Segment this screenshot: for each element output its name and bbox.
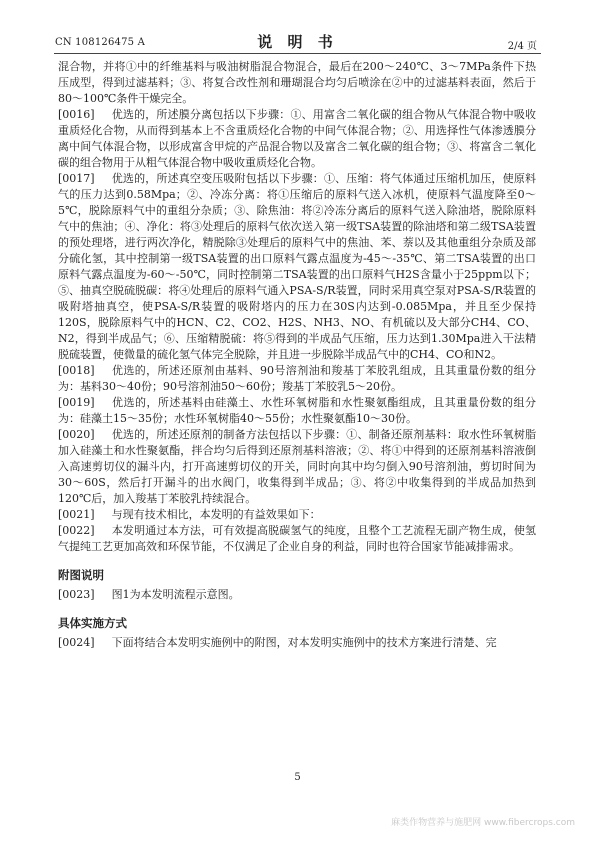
paragraph-tag: [0017] [58, 172, 95, 185]
paragraph-text: 下面将结合本发明实施例中的附图，对本发明实施例中的技术方案进行清楚、完 [111, 636, 497, 649]
paragraph-0018 [58, 363, 536, 395]
paragraph-0023 [58, 587, 536, 603]
paragraph-tag: [0022] [58, 524, 95, 537]
paragraph-text: 与现有技术相比，本发明的有益效果如下： [111, 508, 321, 521]
paragraph-0020 [58, 427, 536, 507]
watermark: 麻类作物营养与施肥网 www.fibercrops.com [391, 818, 575, 828]
paragraph-0017 [58, 171, 536, 363]
paragraph-tag: [0019] [58, 396, 95, 409]
paragraph-text: 图1为本发明流程示意图。 [111, 588, 240, 601]
paragraph-text: 优选的，所述基料由硅藻土、水性环氧树脂和水性聚氨酯组成，且其重量份数的组分为：硅藻土15～35份；水性环氧树脂40～55份；水性聚氨酯10～30份。 [58, 396, 536, 425]
paragraph-text: 优选的，所述还原剂的制备方法包括以下步骤：①、制备还原剂基料：取水性环氧树脂加入硅藻土和水性聚氨酯，拌合均匀后得到还原剂基料溶液；②、将①中得到的还原剂基料溶液倒入高速剪切仪的漏斗内，打开高速剪切仪的开关，同时向其中均匀倒入90号溶剂油，剪切时间为30～60S，然后打开漏斗的出水阀门，收集得到半成品；③、将②中收集得到的半成品加热到120℃后，加入羧基丁苯胶乳持续混合。 [58, 428, 536, 505]
paragraph-0024 [58, 635, 536, 651]
document-body [58, 59, 536, 651]
paragraph-text: 优选的，所述还原剂由基料、90号溶剂油和羧基丁苯胶乳组成，且其重量份数的组分为：基料30～40份；90号溶剂油50～60份；羧基丁苯胶乳5～20份。 [58, 364, 536, 393]
paragraph-tag: [0018] [58, 364, 95, 377]
page-number: 5 [294, 772, 301, 783]
paragraph-text: 本发明通过本方法，可有效提高脱碳氢气的纯度，且整个工艺流程无副产物生成，使氢气提纯工艺更加高效和环保节能，不仅满足了企业自身的利益，同时也符合国家节能减排需求。 [58, 524, 536, 553]
continuation-text: 混合物，并将①中的纤维基料与吸油树脂混合物混合，最后在200～240℃、3～7MPa条件下热压成型，得到过滤基料；③、将复合改性剂和珊瑚混合均匀后喷涂在②中的过滤基料表面，然后于80～100℃条件干燥完全。 [58, 60, 536, 105]
document-number: CN 108126475 A [55, 37, 146, 48]
paragraph-text: 优选的，所述膜分离包括以下步骤：①、用富含二氧化碳的组合物从气体混合物中吸收重质烃化合物，从而得到基本上不含重质烃化合物的中间气体混合物；②、用选择性气体渗透膜分离中间气体混合物，以形成富含甲烷的产品混合物以及富含二氧化碳的组合物；③、将富含二氧化碳的组合物用于从粗气体混合物中吸收重质烃化合物。 [58, 108, 536, 169]
paragraph-0021 [58, 507, 536, 523]
paragraph-tag: [0016] [58, 108, 95, 121]
paragraph-0016 [58, 107, 536, 171]
page-title: 说 明 书 [257, 33, 338, 51]
header-divider [54, 53, 541, 54]
paragraph-text: 优选的，所述真空变压吸附包括以下步骤：①、压缩：将气体通过压缩机加压，使原料气的压力达到0.58Mpa；②、冷冻分离：将①压缩后的原料气送入冰机，使原料气温度降至0～5℃，脱除原料气中的重组分杂质；③、除焦油：将②冷冻分离后的原料气送入除油塔，脱除原料气中的焦油；④、净化：将③处理后的原料气依次送入第一级TSA装置的除油塔和第二级TSA装置的预处理塔，进行两次净化，精脱除③处理后的原料气中的焦油、苯、萘以及其他重组分杂质及部分硫化氢，其中控制第一级TSA装置的出口原料气露点温度为-45～-35℃、第二TSA装置的出口原料气露点温度为-60～-50℃，同时控制第二TSA装置的出口原料气H2S含量小于25ppm以下；⑤、抽真空脱硫脱碳：将④处理后的原料气通入PSA-S/R装置，同时采用真空泵对PSA-S/R装置的吸附塔抽真空，使PSA-S/R装置的吸附塔内的压力在30S内达到-0.085Mpa，并且至少保持120S，脱除原料气中的HCN、C2、CO2、H2S、NH3、NO、有机硫以及大部分CH4、CO、N2，得到半成品气；⑥、压缩精脱硫：将⑤得到的半成品气压缩，压力达到1.30Mpa进入干法精脱硫装置，使微量的硫化氢气体完全脱除，并且进一步脱除半成品气中的CH4、CO和N2。 [58, 172, 536, 361]
paragraph-0019 [58, 395, 536, 427]
paragraph-tag: [0024] [58, 636, 95, 649]
paragraph-tag: [0021] [58, 508, 95, 521]
page-of-indicator: 2/4 页 [507, 41, 537, 52]
paragraph-tag: [0020] [58, 428, 95, 441]
paragraph-0022 [58, 523, 536, 555]
section-heading-embodiment: 具体实施方式 [58, 616, 127, 630]
paragraph-tag: [0023] [58, 588, 95, 601]
section-heading-figures: 附图说明 [58, 568, 104, 582]
